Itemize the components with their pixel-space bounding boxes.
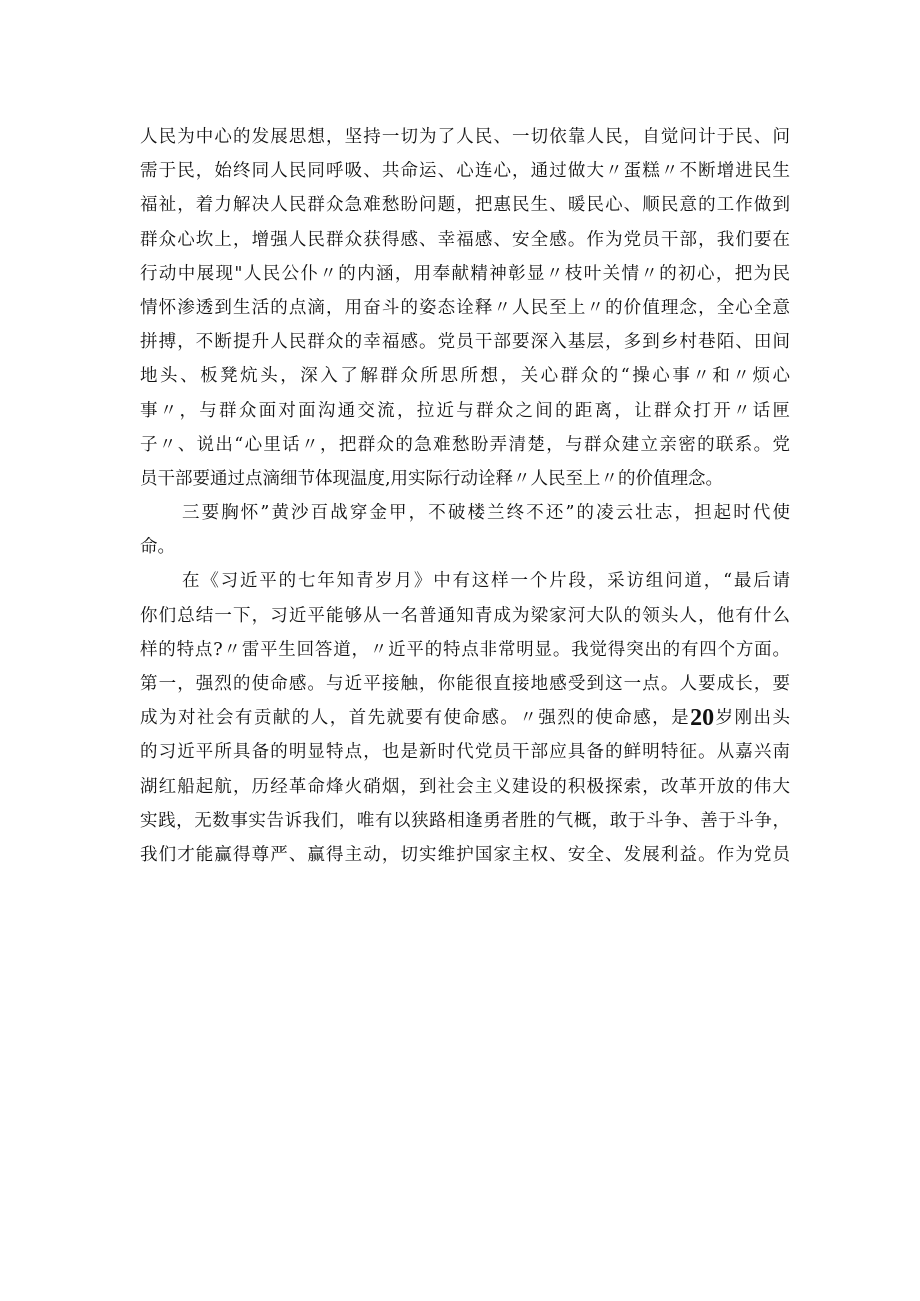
- text-line-with-number: [140, 701, 790, 735]
- section-heading-three: [140, 496, 790, 564]
- text-line: 地头、板凳炕头，深入了解群众所思所想，关心群众的“操心事〃和〃烦心: [140, 366, 790, 387]
- text-line: 事〃，与群众面对面沟通交流，拉近与群众之间的距离，让群众打开〃话匣: [140, 400, 790, 421]
- text-line: 样的特点?〃雷平生回答道，〃近平的特点非常明显。我觉得突出的有四个方面。: [140, 639, 790, 660]
- text-line: 行动中展现"人民公仆〃的内涵，用奉献精神彰显〃枝叶关情〃的初心，把为民: [140, 263, 790, 284]
- text-line: 福祉，着力解决人民群众急难愁盼问题，把惠民生、暖民心、顺民意的工作做到: [140, 195, 790, 216]
- text-line: 第一，强烈的使命感。与近平接触，你能很直接地感受到这一点。人要成长，要: [140, 674, 790, 694]
- text-segment: 成为对社会有贡献的人，首先就要有使命感。〃强烈的使命感，是: [140, 708, 691, 729]
- heading-line: 命。: [140, 537, 175, 558]
- text-line: 子〃、说出“心里话〃，把群众的急难愁盼弄清楚，与群众建立亲密的联系。党: [140, 434, 790, 455]
- text-line: 情怀渗透到生活的点滴，用奋斗的姿态诠释〃人民至上〃的价值理念，全心全意: [140, 297, 790, 318]
- text-line: 人民为中心的发展思想，坚持一切为了人民、一切依靠人民，自觉问计于民、问: [140, 127, 790, 147]
- heading-line: 三要胸怀”黄沙百战穿金甲，不破楼兰终不还”的凌云壮志，担起时代使: [182, 503, 790, 524]
- text-line: 需于民，始终同人民同呼吸、共命运、心连心，通过做大〃蛋糕〃不断增进民生: [140, 161, 790, 182]
- text-line: 实践，无数事实告诉我们，唯有以狭路相逢勇者胜的气概，敢于斗争、善于斗争，: [140, 810, 790, 831]
- text-line: 拼搏，不断提升人民群众的幸福感。党员干部要深入基层，多到乡村巷陌、田间: [140, 332, 790, 353]
- text-line: 群众心坎上，增强人民群众获得感、幸福感、安全感。作为党员干部，我们要在: [140, 229, 790, 250]
- paragraph-mission: [140, 564, 790, 872]
- text-line: 你们总结一下，习近平能够从一名普通知青成为梁家河大队的领头人，他有什么: [140, 605, 790, 626]
- text-line: 员干部要通过点滴细节体现温度,用实际行动诠释〃人民至上〃的价值理念。: [140, 468, 724, 489]
- text-line: 我们才能赢得尊严、赢得主动，切实维护国家主权、安全、发展利益。作为党员: [140, 844, 790, 865]
- text-line: 的习近平所具备的明显特点，也是新时代党员干部应具备的鲜明特征。从嘉兴南: [140, 742, 790, 763]
- text-line: 湖红船起航，历经革命烽火硝烟，到社会主义建设的积极探索，改革开放的伟大: [140, 776, 790, 797]
- text-segment: 岁刚出头: [714, 708, 791, 729]
- paragraph-people-centered: [140, 120, 790, 496]
- text-line: 在《习近平的七年知青岁月》中有这样一个片段，采访组问道，“最后请: [182, 571, 790, 592]
- age-number: 20: [690, 705, 715, 732]
- document-body: [140, 120, 790, 872]
